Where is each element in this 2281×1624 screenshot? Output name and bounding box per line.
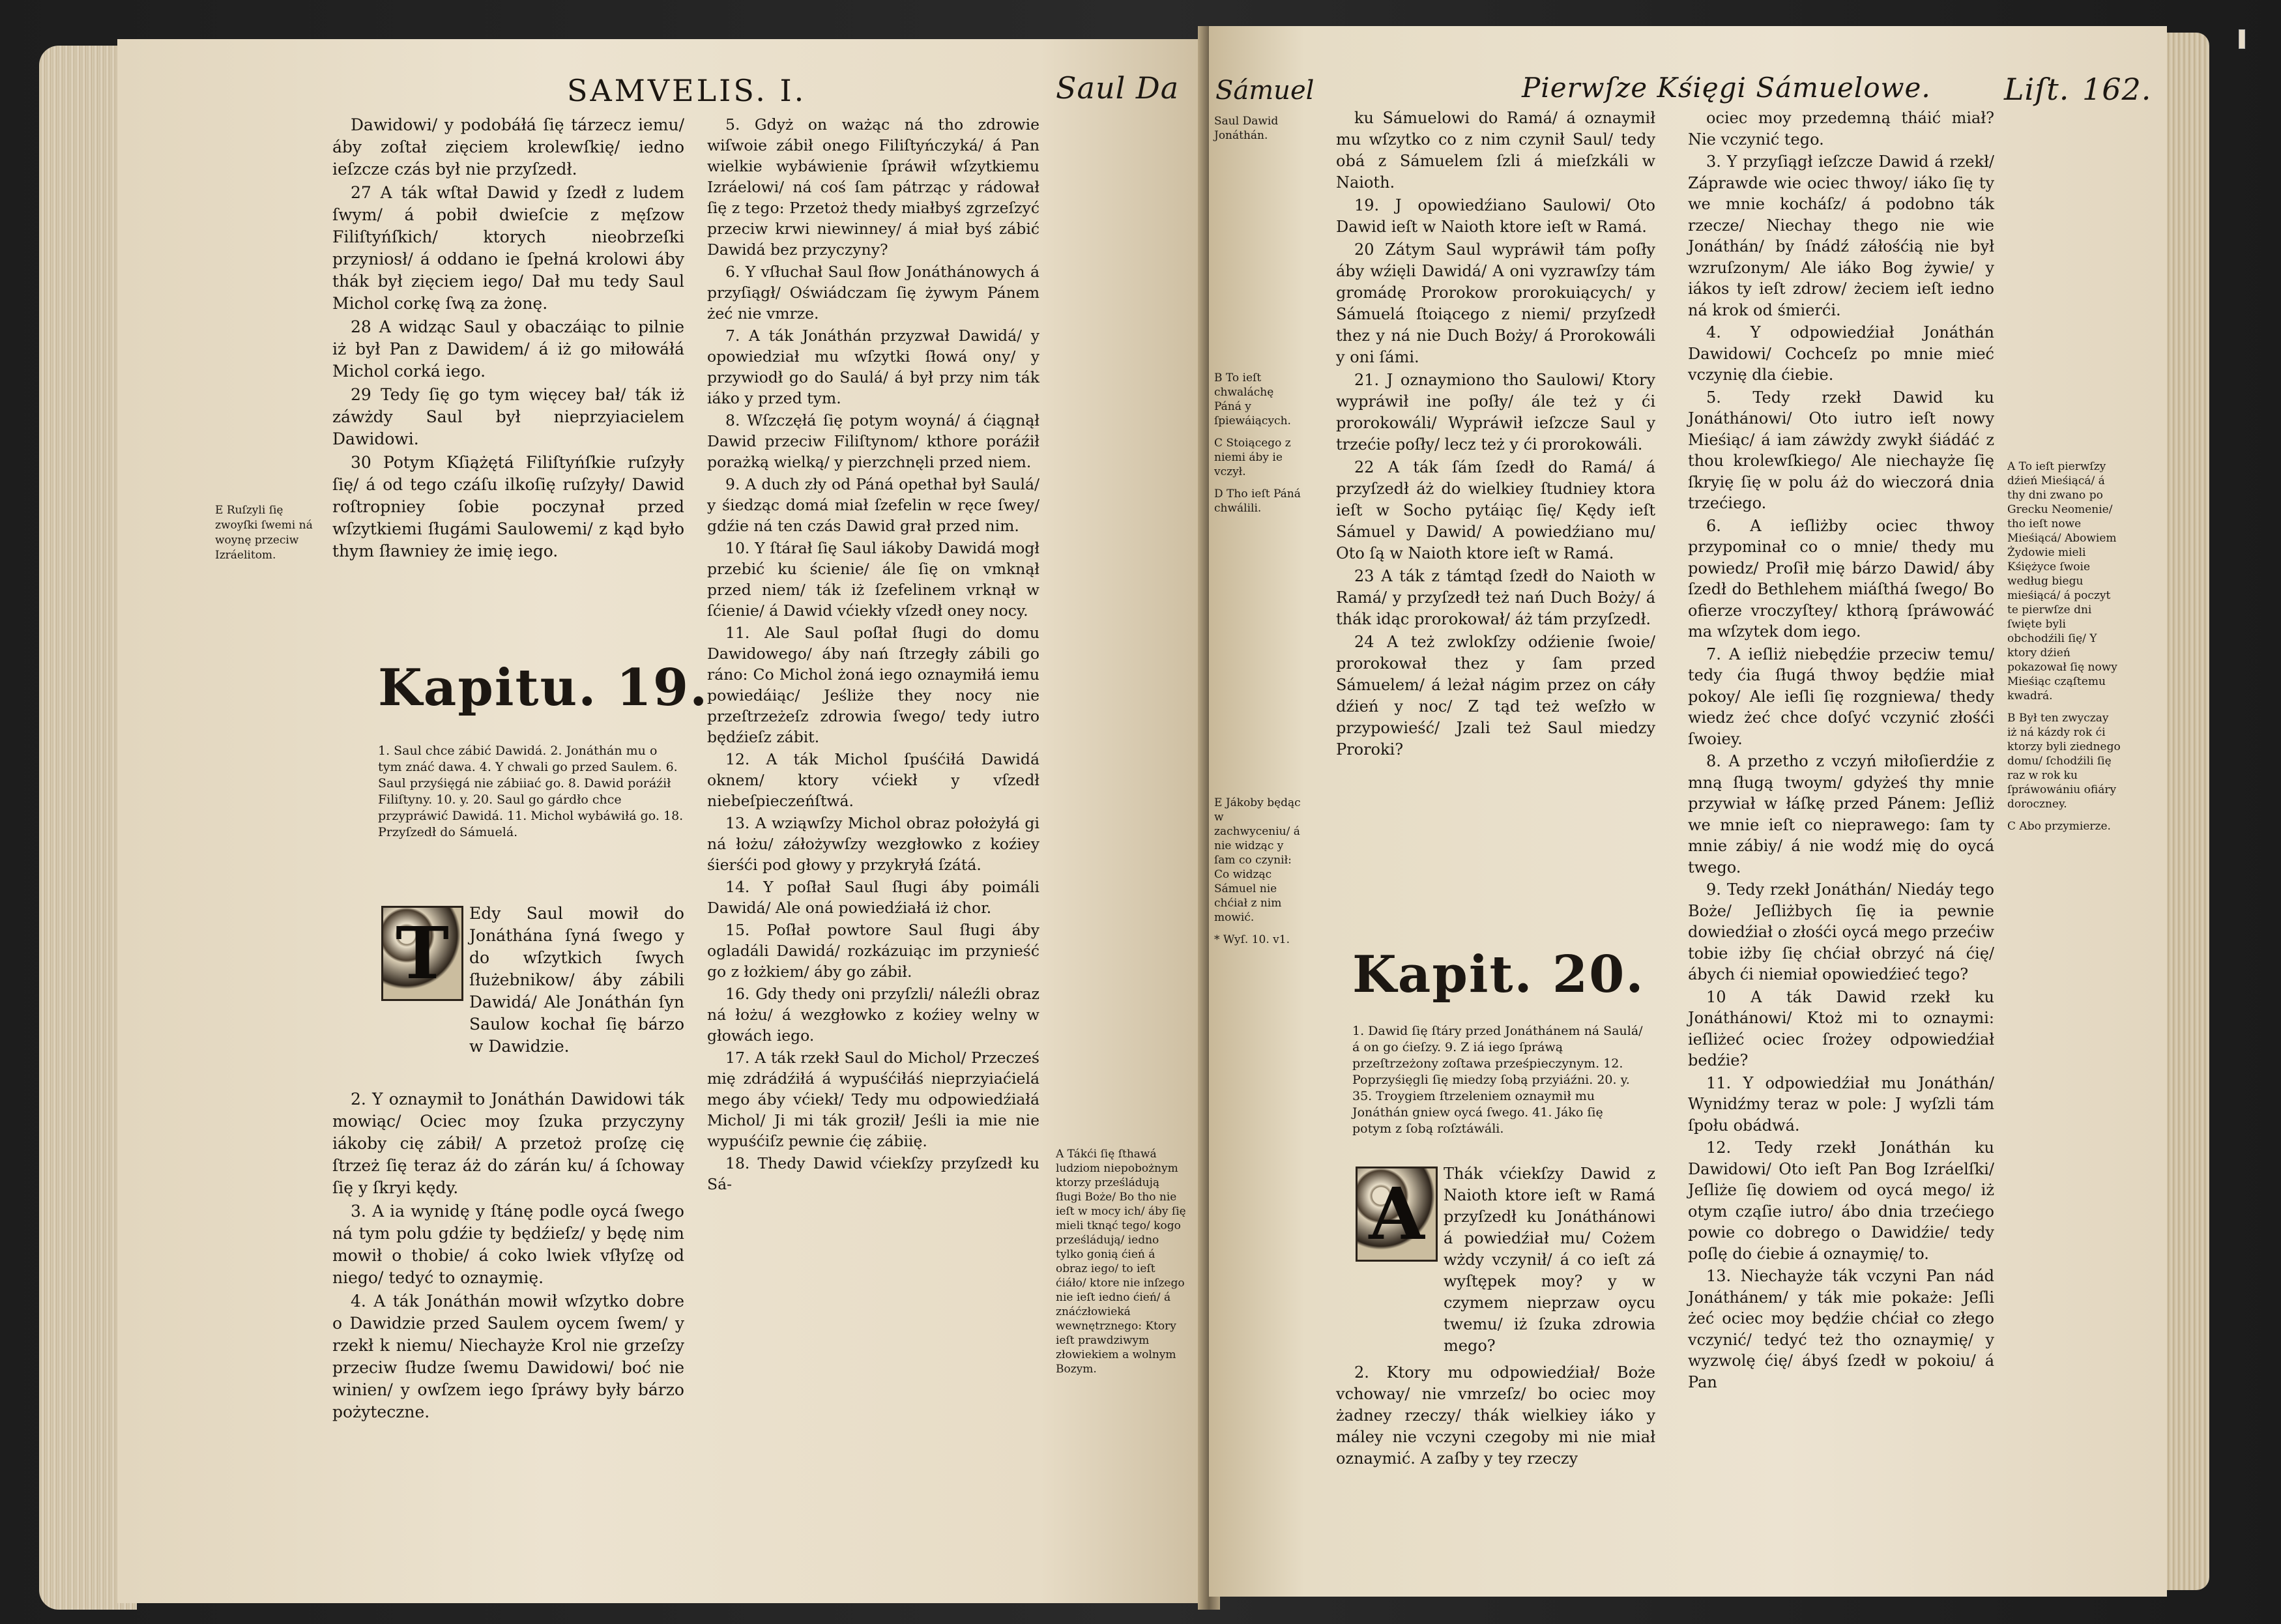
leaf-number: 162.	[2082, 72, 2152, 107]
right-col1-upper	[1336, 108, 1655, 762]
right-col2	[1688, 108, 1994, 1394]
paragraph: 2. Y oznaymił to Jonáthán Dawidowi ták mowiąc/ Ociec moy ſzuka przyczyny iákoby cię zábił/ A przetoż proſzę cię ſtrzeż ſię teraz áż do zárán ku/ á ſchoway ſię y ſkryi kędy.	[332, 1090, 684, 1197]
paragraph: 20 Zátym Saul wypráwił tám poſły áby wźięli Dawidá/ A oni vyzrawſzy tám gromádę Prorokow prorokuiących/ y Sámuelá ſtoiącego z niemi/ przyſzedł thez y ná nie Duch Boży/ á Prorokowáli y oni ſámi.	[1336, 240, 1655, 366]
left-col2	[707, 114, 1039, 1196]
paragraph: 29 Tedy ſię go tym więcey bał/ ták iż záwżdy Saul był nieprzyiacielem Dawidowi.	[332, 385, 684, 448]
right-page	[1209, 26, 2167, 1597]
initial-text	[1444, 1163, 1655, 1358]
chapter-heading: Kapit. 20.	[1352, 945, 1645, 1004]
paragraph: 4. A ták Jonáthán mowił wſzytko dobre o Dawidzie przed Saulem oycem ſwem/ y rzekł k niemu/ Niechayże Krol nie grzeſzy przeciw ſłudze ſwemu Dawidowi/ boć nie winien/ y owſzem iego ſpráwy były bárzo pożyteczne.	[332, 1292, 684, 1421]
paragraph: 2. Ktory mu odpowiedźiał/ Boże vchoway/ nie vmrzeſz/ bo ociec moy żadney rzeczy/ thák wielkiey iáko y máley nie vczyni czegoby mi nie miał oznaymić. A zaſby y tey rzeczy	[1336, 1363, 1655, 1468]
margin-note: C Stoiącego z niemi áby ie vczył.	[1214, 437, 1291, 478]
paragraph: 9. Tedy rzekł Jonáthán/ Niedáy tego Boże/ Jeſliżbych ſię ia pewnie dowiedźiał o złośći oycá mego przećiw tobie iżby ſię chćiał obrzyć ná ćię/ ábych ći niemiał opowiedźieć tego?	[1688, 880, 1994, 983]
paragraph: 11. Y odpowiedźiał mu Jonáthán/ Wynidźmy teraz w pole: J wyſzli tám ſpołu obádwá.	[1688, 1073, 1994, 1135]
paragraph: 27 A ták wſtał Dawid y ſzedł z ludem ſwym/ á pobił dwieſcie z męſzow Filiſtyńſkich/ ktorych nieobrzeſki przyniosł/ á oddano ie ſpełná krolowi áby thák był zięciem iego/ Dał mu tedy Saul Michol corkę ſwą za żonę.	[332, 183, 684, 313]
margin-note: B To ieſt chwaláchę Páná y ſpiewáiących.	[1214, 371, 1291, 428]
initial-text	[469, 903, 684, 1059]
paragraph: 6. A ieſliżby ociec thwoy przypominał co o mnie/ thedy mu powiedz/ Proſił mię bárzo Dawid/ áby ſzedł do Bethlehem miáſthá ſwego/ Bo ofierze vroczyſtey/ kthorą ſpráwowáć ma wſzytek dom iego.	[1688, 516, 1994, 641]
margin-note: B Był ten zwyczay iż ná kázdy rok ći ktorzy byli ziednego domu/ ſchodźili ſię raz w rok ku ſpráwowániu ofiáry doroczney.	[2007, 712, 2121, 811]
page-edges-right	[2164, 33, 2209, 1590]
paragraph: 16. Gdy thedy oni przyſzli/ náleźli obraz ná łożu/ á wezgłowko z koźiey welny w głowách iego.	[707, 985, 1039, 1045]
paragraph: 7. A ieſliż niebędźie przeciw temu/ tedy ćia ſługá thwoy będźie miał pokoy/ Ale ieſli ſię rozgniewa/ thedy wiedz żeć chce doſyć vczynić złośći ſwoiey.	[1688, 645, 1994, 748]
margin-note: C Abo przymierze.	[2007, 820, 2111, 833]
chapter-summary: 1. Dawid ſię ſtáry przed Jonáthánem ná Saulá/ á on go ćieſzy. 9. Z iá iego ſpráwą przeſtrzeżony zoſtawa prześpieczynym. 12. Poprzyśięgli ſię miedzy ſobą przyiáźni. 20. y. 35. Troygiem ſtrzeleniem oznaymił mu Jonáthán gniew oycá ſwego. 41. Jáko ſię potym z ſobą roſztáwáli.	[1352, 1024, 1643, 1136]
paragraph: 3. A ia wynidę y ſtánę podle oycá ſwego ná tym polu gdźie ty będźieſz/ y będę nim mowił o thobie/ á coko lwiek vſłyſzę od niego/ tedyć to oznaymię.	[332, 1202, 684, 1287]
paragraph: 6. Y vſłuchał Saul ſłow Jonáthánowych á przyſiągł/ Oświádczam ſię żywym Pánem żeć nie vmrze.	[707, 263, 1039, 323]
chapter-summary: 1. Saul chce zábić Dawidá. 2. Jonáthán mu o tym znáć dawa. 4. Y chwali go przed Saulem. 6. Saul przyśięgá nie zábiiać go. 8. Dawid poráźił Filiſtyny. 10. y. 20. Saul go gárdło chce przypráwić Dawidá. 11. Michol wybáwiłá go. 18. Przyſzedł do Sámuelá.	[378, 744, 684, 839]
left-col1-upper	[332, 114, 684, 564]
ribbon-marker	[2239, 29, 2245, 49]
paragraph: 8. A przetho z vczyń miłoſierdźie z mną ſługą twoym/ gdyżeś thy mnie przywiał w łáſkę przed Pánem: Jeſliż we mnie ieſt co nieprawego: ſam ty mnie zábiy/ á nie wodź mię do oycá twego.	[1688, 752, 1994, 877]
paragraph: 12. A ták Michol ſpuśćiłá Dawidá oknem/ ktory vćiekł y vſzedł niebeſpieczeńſtwá.	[707, 750, 1039, 810]
running-title: Pierwſze Kśięgi Sámuelowe.	[1522, 72, 1931, 104]
right-margin-right	[2007, 459, 2121, 841]
margin-note: Saul Dawid Jonáthán.	[1214, 115, 1279, 142]
paragraph: 12. Tedy rzekł Jonáthán ku Dawidowi/ Oto ieſt Pan Bog Izráelſki/ Jeſliże ſię dowiem od oycá mego/ iż otym cząſie iutro/ ábo dnia trzećiego powie co dobrego o Dawidźie/ tedy poſlę do ćiebie á oznaymię/ to.	[1688, 1138, 1994, 1263]
running-title: SAMVELIS. I.	[567, 73, 807, 108]
left-margin-notes-right	[1056, 1147, 1186, 1384]
paragraph: 13. Niechayże ták vczyni Pan nád Jonáthánem/ y ták mie pokaże: Jeſli żeć ociec moy będźie chćiał co złego vczynić/ tedyć też tho oznaymię/ y wyzwolę ćię/ ábyś ſzedł w pokoiu/ á Pan	[1688, 1267, 1994, 1391]
paragraph: 5. Gdyż on ważąc ná tho zdrowie wiſwoie zábił onego Filiſtyńczyká/ á Pan wielkie wybáwienie ſpráwił wſzytkiemu Izráelowi/ ná coś ſam pátrząc y rádował ſię z tego: Przetoż thedy miałbyś zgrzeſzyć przeciw krwi niewinney/ á miał byś zábić Dawidá bez przyczyny?	[707, 115, 1039, 259]
paragraph: ku Sámuelowi do Ramá/ á oznaymił mu wſzytko co z nim czynił Saul/ tedy obá z Sámuelem ſzli á mieſzkáli w Naioth.	[1336, 109, 1655, 192]
left-col1-lower	[332, 1088, 684, 1425]
paragraph: 17. A ták rzekł Saul do Michol/ Przecześ mię zdrádźiłá á wypuśćiłáś nieprzyiaćielá mego áby vćiekł/ Tedy mu odpowiedźiałá Michol/ Ji mi ták groził/ Jeśli ia mie nie wypuśćiſz pewnie ćię zábiię.	[707, 1049, 1039, 1150]
paragraph: 7. A ták Jonáthán przyzwał Dawidá/ y opowiedział mu wſzytki ſłowá ony/ y przywiodł go do Saulá/ á był przy nim ták iáko y przed tym.	[707, 326, 1039, 407]
decorated-initial: A	[1356, 1167, 1438, 1262]
margin-note: * Wyſ. 10. v1.	[1214, 933, 1290, 946]
paragraph: 30 Potym Kſiążętá Filiſtyńſkie ruſzyły ſię/ á od tego czáſu ilkoſię ruſzyły/ Dawid roſtropniey ſobie poczynał przed wſzytkiemi ſługámi Saulowemi/ z kąd było thym ſławniey że imię iego.	[332, 453, 684, 560]
running-title-left: Sámuel	[1215, 76, 1315, 106]
paragraph: 18. Thedy Dawid vćiekſzy przyſzedł ku Sá-	[707, 1154, 1039, 1193]
paragraph: 10. Y ſtárał ſię Saul iákoby Dawidá mogł przebić ku ścienie/ ále ſię on vmknął przed niem/ ták iż ſzefelinem vrknął w ſćienie/ á Dawid vćiekły vſzedł oney nocy.	[707, 539, 1039, 620]
paragraph: 11. Ale Saul poſłał ſługi do domu Dawidowego/ áby nań ſtrzegły zábili go ráno: Co Michol żoná iego oznaymiłá iemu powiedáiąc/ Jeśliże they nocy nie przeſtrzeżeſz zdrowia ſwego/ tedy iutro będźieſz zábit.	[707, 624, 1039, 746]
paragraph: 10 A ták Dawid rzekł ku Jonáthánowi/ Ktoż mi to oznaymi: ieſliżeć ociec ſrożey odpowiedźiał bedźie?	[1688, 987, 1994, 1069]
paragraph: 4. Y odpowiedźiał Jonáthán Dawidowi/ Cochceſz po mnie mieć vczynię dla ćiebie.	[1688, 323, 1994, 384]
paragraph: 19. J opowiedźiano Saulowi/ Oto Dawid ieſt w Naioth ktore ieſt w Ramá.	[1336, 196, 1655, 236]
paragraph: 8. Wſzczęłá ſię potym woyná/ á ćiągnął Dawid przeciw Filiſtynom/ kthore poráźił porażką wielką/ y pierzchnęli przed niem.	[707, 411, 1039, 471]
left-page	[117, 39, 1202, 1603]
paragraph: 24 A też zwlokſzy odźienie ſwoie/ prorokował thez y ſam przed Sámuelem/ á leżał nágim przez on cáły dźień y noc/ Z tąd też weſzło w przypowieść/ Jzali też Saul miedzy Proroki?	[1336, 633, 1655, 759]
paragraph: 21. J oznaymiono tho Saulowi/ Ktory wypráwił ine poſły/ ále też y ći prorokowáli/ Wypráwił ieſzcze Saul y trzećie poſły/ lecz też y ći prorokowáli.	[1336, 371, 1655, 454]
paragraph: 13. A wziąwſzy Michol obraz położyłá gi ná łożu/ záłożywſzy wezgłowko z koźiey śierśći pod głowy y przykryłá ſzátá.	[707, 814, 1039, 874]
paragraph: 23 A ták z támtąd ſzedł do Naioth w Ramá/ y przyſzedł też nań Duch Boży/ á thák idąc prorokował/ áż tám przyſzedł.	[1336, 567, 1655, 628]
paragraph: 15. Poſłał powtore Saul ſługi áby ogladáli Dawidá/ rozkázuiąc im przynieść go z łożkiem/ áby go zábił.	[707, 921, 1039, 981]
right-col1-lower	[1336, 1362, 1655, 1471]
chapter-heading: Kapitu. 19.	[378, 658, 709, 718]
paragraph: Thák vćiekſzy Dawid z Naioth ktore ieſt w Ramá przyſzedł ku Jonáthánowi á powiedźiał mu/ Cożem wżdy vczynił/ á co ieſt zá wyſtępek moy? y w czymem nieprzaw oycu twemu/ iż ſzuka zdrowia mego?	[1444, 1165, 1655, 1355]
catchword-top: Saul Da	[1056, 70, 1180, 106]
right-margin-left	[1214, 114, 1302, 955]
paragraph: 14. Y poſłał Saul ſługi áby poimáli Dawidá/ Ale oná powiedźiałá iż chor.	[707, 878, 1039, 917]
paragraph: 9. A duch zły od Páná opethał był Saulá/ y śiedząc domá miał ſzefelin w ręce ſwey/ gdźie ná ten czás Dawid grał przed nim.	[707, 475, 1039, 535]
decorated-initial: T	[381, 906, 463, 1001]
margin-note: A Tákći ſię ſthawá ludziom niepobożnym ktorzy prześládują ſługi Boże/ Bo tho nie ieſt w mocy ich/ áby ſię mieli tknąć tego/ kogo prześládują/ iedno tylko gonią ćień á obraz iego/ to ieſt ćiáło/ ktore nie inſzego nie ieſt iedno ćień/ á znáćzłowieká wewnętrznego: Ktory ieſt prawdziwym złowiekiem a wolnym Bozym.	[1056, 1148, 1186, 1376]
leaf-label: Liſt.	[2004, 72, 2070, 107]
margin-note: A To ieſt pierwſzy dźień Mieśiącá/ á thy dni zwano po Grecku Neomenie/ tho ieſt nowe Mieśiącá/ Abowiem Żydowie mieli Kśiężyce ſwoie według biegu mieśiącá/ á poczyt te pierwſze dni ſwięte byli obchodźili ſię/ Y ktory dźień pokazował ſię nowy Mieśiąc cząſtemu kwadrá.	[2007, 460, 2117, 703]
paragraph: 22 A ták ſám ſzedł do Ramá/ á przyſzedł áż do wielkiey ſtudniey ktora ieſt w Socho pytáiąc ſię/ Kędy ieſt Sámuel y Dawid/ A powiedźiano mu/ Oto ſą w Naioth ktore ieſt w Ramá.	[1336, 458, 1655, 562]
paragraph: 5. Tedy rzekł Dawid ku Jonáthánowi/ Oto iutro ieſt nowy Mieśiąc/ á iam záwżdy zwykł śiádáć z thou krolewſkiego/ Ale niechayże ſię ſkryię ſię w polu áż do wieczorá dnia trzećiego.	[1688, 388, 1994, 512]
paragraph: Edy Saul mowił do Jonáthána ſyná ſwego y do wſzytkich ſwych ſłużebnikow/ áby zábili Dawidá/ Ale Jonáthán ſyn Saulow kochał ſię bárzo w Dawidzie.	[469, 904, 684, 1056]
margin-note: D Tho ieſt Páná chwálili.	[1214, 487, 1301, 515]
left-margin-notes	[215, 503, 319, 571]
paragraph: 28 A widząc Saul y obaczáiąc to pilnie iż był Pan z Dawidem/ á iż go miłowáłá Michol corká iego.	[332, 317, 684, 381]
paragraph: 3. Y przyſiągł ieſzcze Dawid á rzekł/ Záprawde wie ociec thwoy/ iáko ſię ty we mnie kocháſz/ á podobno ták rzecze/ Niechay thego nie wie Jonáthán/ by ſnádź záłośćią nie był wzruſzonym/ Ale iáko Bog żywie/ y iákos ty ieſt zdrow/ żeciem ieſt iedno ná krok od śmierći.	[1688, 152, 1994, 319]
paragraph: Dawidowi/ y podobáłá ſię tárzecz iemu/ áby zoſtał zięciem krolewſkię/ iedno ieſzcze czás był nie przyſzedł.	[332, 115, 684, 179]
margin-note: E Ruſzyli ſię zwoyſki ſwemi ná woynę przeciw Izráelitom.	[215, 504, 313, 562]
margin-note: E Jákoby będąc w zachwyceniu/ á nie widząc y ſam co czynił: Co widząc Sámuel nie chćiał z nim mowić.	[1214, 796, 1301, 924]
paragraph: ociec moy przedemną tháić miał? Nie vczynić tego.	[1688, 109, 1994, 149]
